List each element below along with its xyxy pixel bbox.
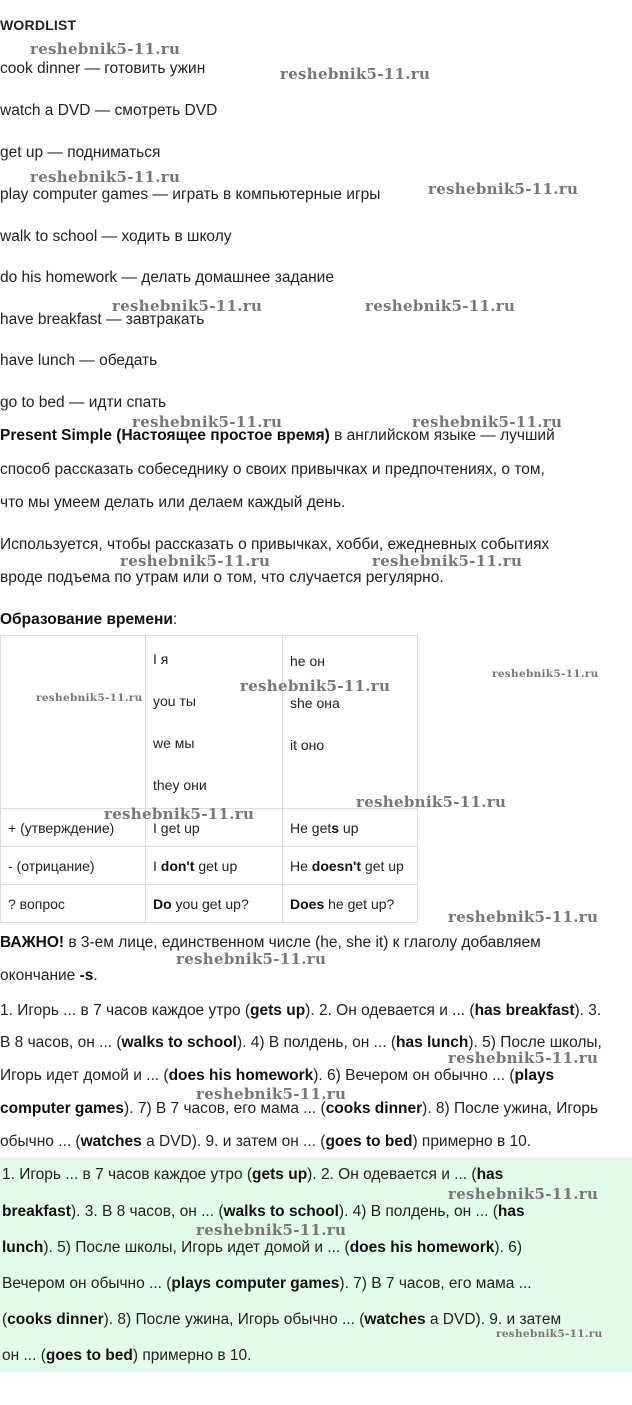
watermark: reshebnik5-11.ru [448, 1049, 599, 1067]
text-run: ). 5) После школы, Игорь идет домой и ... ( [43, 1239, 350, 1256]
exercise-line [0, 1067, 554, 1085]
watermark: reshebnik5-11.ru [176, 950, 327, 968]
wordlist-item: cook dinner — готовить ужин [0, 60, 206, 77]
bold-answer: plays [514, 1067, 555, 1084]
watermark: reshebnik5-11.ru [492, 668, 599, 680]
wordlist-item: watch a DVD — смотреть DVD [0, 102, 218, 119]
text-run: ). 4) В полдень, он ... ( [236, 1034, 396, 1051]
text-run: ). 3. [574, 1002, 602, 1019]
bold-answer: watches [80, 1133, 142, 1150]
watermark: reshebnik5-11.ru [428, 180, 579, 198]
watermark: reshebnik5-11.ru [280, 65, 431, 83]
text-run: ) примерно в 10. [132, 1347, 252, 1364]
text-run: ). 8) После ужина, Игорь [422, 1100, 599, 1117]
text-run: обычно ... ( [0, 1133, 81, 1150]
wordlist-title: WORDLIST [0, 17, 77, 33]
important-text: в 3-ем лице, единственном числе (he, she it) к глаголу добавляем [64, 934, 541, 951]
watermark: reshebnik5-11.ru [36, 692, 143, 704]
bold-answer: goes to bed [45, 1347, 133, 1364]
bold-answer: does his homework [168, 1067, 314, 1084]
intro-text: способ рассказать собеседнику о своих привычках и предпочтениях, о том, [0, 461, 545, 478]
watermark: reshebnik5-11.ru [372, 552, 523, 570]
row-label: + (утверждение) [1, 809, 146, 847]
bold-answer: walks to school [121, 1034, 237, 1051]
bold-answer: cooks dinner [7, 1311, 104, 1328]
intro-text: в английском языке — лучший [329, 427, 555, 444]
watermark: reshebnik5-11.ru [412, 413, 563, 431]
text-run: ). 4) В полдень, он ... ( [338, 1203, 498, 1220]
table-cell: Does he get up? [283, 885, 418, 923]
watermark: reshebnik5-11.ru [104, 805, 255, 823]
table-row [1, 636, 418, 809]
table-cell-empty [1, 636, 146, 809]
pronouns-cell [283, 636, 418, 809]
table-cell: He doesn't get up [283, 847, 418, 885]
text-run: a DVD). 9. и затем он ... ( [141, 1133, 326, 1150]
watermark: reshebnik5-11.ru [30, 40, 181, 58]
text-run: ). 8) После ужина, Игорь обычно ... ( [103, 1311, 365, 1328]
formation-heading: Образование времени: [0, 611, 178, 628]
text-run: Игорь идет домой и ... ( [0, 1067, 169, 1084]
answer-line [2, 1275, 532, 1293]
pronoun: she она [290, 695, 340, 711]
bold-answer: plays computer games [171, 1275, 340, 1292]
text-run: Вечером он обычно ... ( [2, 1275, 172, 1292]
answer-line [2, 1203, 525, 1221]
bold-answer: breakfast [2, 1203, 71, 1220]
bold-answer: gets up [250, 1002, 306, 1019]
important-label: ВАЖНО! [0, 934, 65, 951]
text-run: ). 6) [494, 1239, 522, 1256]
pronoun: he он [290, 653, 325, 669]
watermark: reshebnik5-11.ru [496, 1328, 603, 1340]
usage-text: Используется, чтобы рассказать о привычках, хобби, ежедневных событиях [0, 536, 550, 553]
text-run: ). 7) В 7 часов, его мама ... [339, 1275, 532, 1292]
watermark: reshebnik5-11.ru [240, 677, 391, 695]
pronoun: they они [153, 777, 207, 793]
bold-answer: has breakfast [474, 1002, 575, 1019]
watermark: reshebnik5-11.ru [356, 793, 507, 811]
table-cell: Do you get up? [146, 885, 283, 923]
important-text: окончание -s. [0, 967, 98, 984]
row-label: ? вопрос [1, 885, 146, 923]
exercise-line [0, 1133, 531, 1151]
watermark: reshebnik5-11.ru [112, 297, 263, 315]
pronoun: I я [153, 651, 169, 667]
watermark: reshebnik5-11.ru [196, 1085, 347, 1103]
bold-answer: does his homework [349, 1239, 495, 1256]
table-row [1, 847, 418, 885]
bold-answer: has [476, 1166, 504, 1183]
intro-bold: Present Simple (Настоящее простое время) [0, 427, 330, 444]
table-cell: I don't get up [146, 847, 283, 885]
watermark: reshebnik5-11.ru [365, 297, 516, 315]
table-cell: I get up [146, 809, 283, 847]
table-row [1, 885, 418, 923]
bold-answer: gets up [252, 1166, 308, 1183]
text-run: a DVD). 9. и затем [425, 1311, 562, 1328]
answer-line [2, 1347, 251, 1365]
text-run: ) примерно в 10. [412, 1133, 532, 1150]
row-label: - (отрицание) [1, 847, 146, 885]
watermark: reshebnik5-11.ru [196, 1221, 347, 1239]
text-run: 1. Игорь ... в 7 часов каждое утро ( [2, 1166, 253, 1183]
text-run: ). 5) После школы, [468, 1034, 602, 1051]
answer-line [2, 1166, 503, 1184]
exercise-line [0, 1002, 601, 1020]
pronoun: it оно [290, 737, 325, 753]
text-run: В 8 часов, он ... ( [0, 1034, 122, 1051]
text-run: ). 2. Он одевается и ... ( [307, 1166, 477, 1183]
pronoun: we мы [153, 735, 195, 751]
bold-answer: goes to bed [325, 1133, 413, 1150]
answer-line [2, 1311, 561, 1329]
text-run: ). 7) В 7 часов, его мама ... ( [124, 1100, 326, 1117]
bold-answer: has [497, 1203, 525, 1220]
pronouns-cell [146, 636, 283, 809]
text-run: ( [2, 1311, 8, 1328]
wordlist-item: walk to school — ходить в школу [0, 228, 232, 245]
bold-answer: watches [364, 1311, 426, 1328]
wordlist-item: have breakfast — завтракать [0, 311, 205, 328]
text-run: он ... ( [2, 1347, 46, 1364]
pronoun: you ты [153, 693, 196, 709]
wordlist-item: have lunch — обедать [0, 352, 158, 369]
table-cell: He gets up [283, 809, 418, 847]
bold-answer: has lunch [395, 1034, 469, 1051]
wordlist-item: go to bed — идти спать [0, 394, 167, 411]
bold-answer: lunch [2, 1239, 44, 1256]
text-run: ). 2. Он одевается и ... ( [305, 1002, 475, 1019]
intro-text: что мы умеем делать или делаем каждый день. [0, 494, 346, 511]
text-run: ). 6) Вечером он обычно ... ( [313, 1067, 515, 1084]
usage-text: вроде подъема по утрам или о том, что случается регулярно. [0, 569, 444, 586]
answer-line [2, 1239, 522, 1257]
wordlist-item: do his homework — делать домашнее задание [0, 269, 334, 286]
bold-answer: walks to school [223, 1203, 339, 1220]
bold-answer: computer games [0, 1100, 125, 1117]
watermark: reshebnik5-11.ru [30, 168, 181, 186]
text-run: ). 3. В 8 часов, он ... ( [70, 1203, 224, 1220]
bold-answer: cooks dinner [325, 1100, 423, 1117]
wordlist-item: play computer games — играть в компьютерные игры [0, 186, 381, 203]
wordlist-item: get up — подниматься [0, 144, 161, 161]
watermark: reshebnik5-11.ru [132, 413, 283, 431]
text-run: 1. Игорь ... в 7 часов каждое утро ( [0, 1002, 251, 1019]
watermark: reshebnik5-11.ru [448, 1185, 599, 1203]
watermark: reshebnik5-11.ru [448, 908, 599, 926]
watermark: reshebnik5-11.ru [120, 552, 271, 570]
